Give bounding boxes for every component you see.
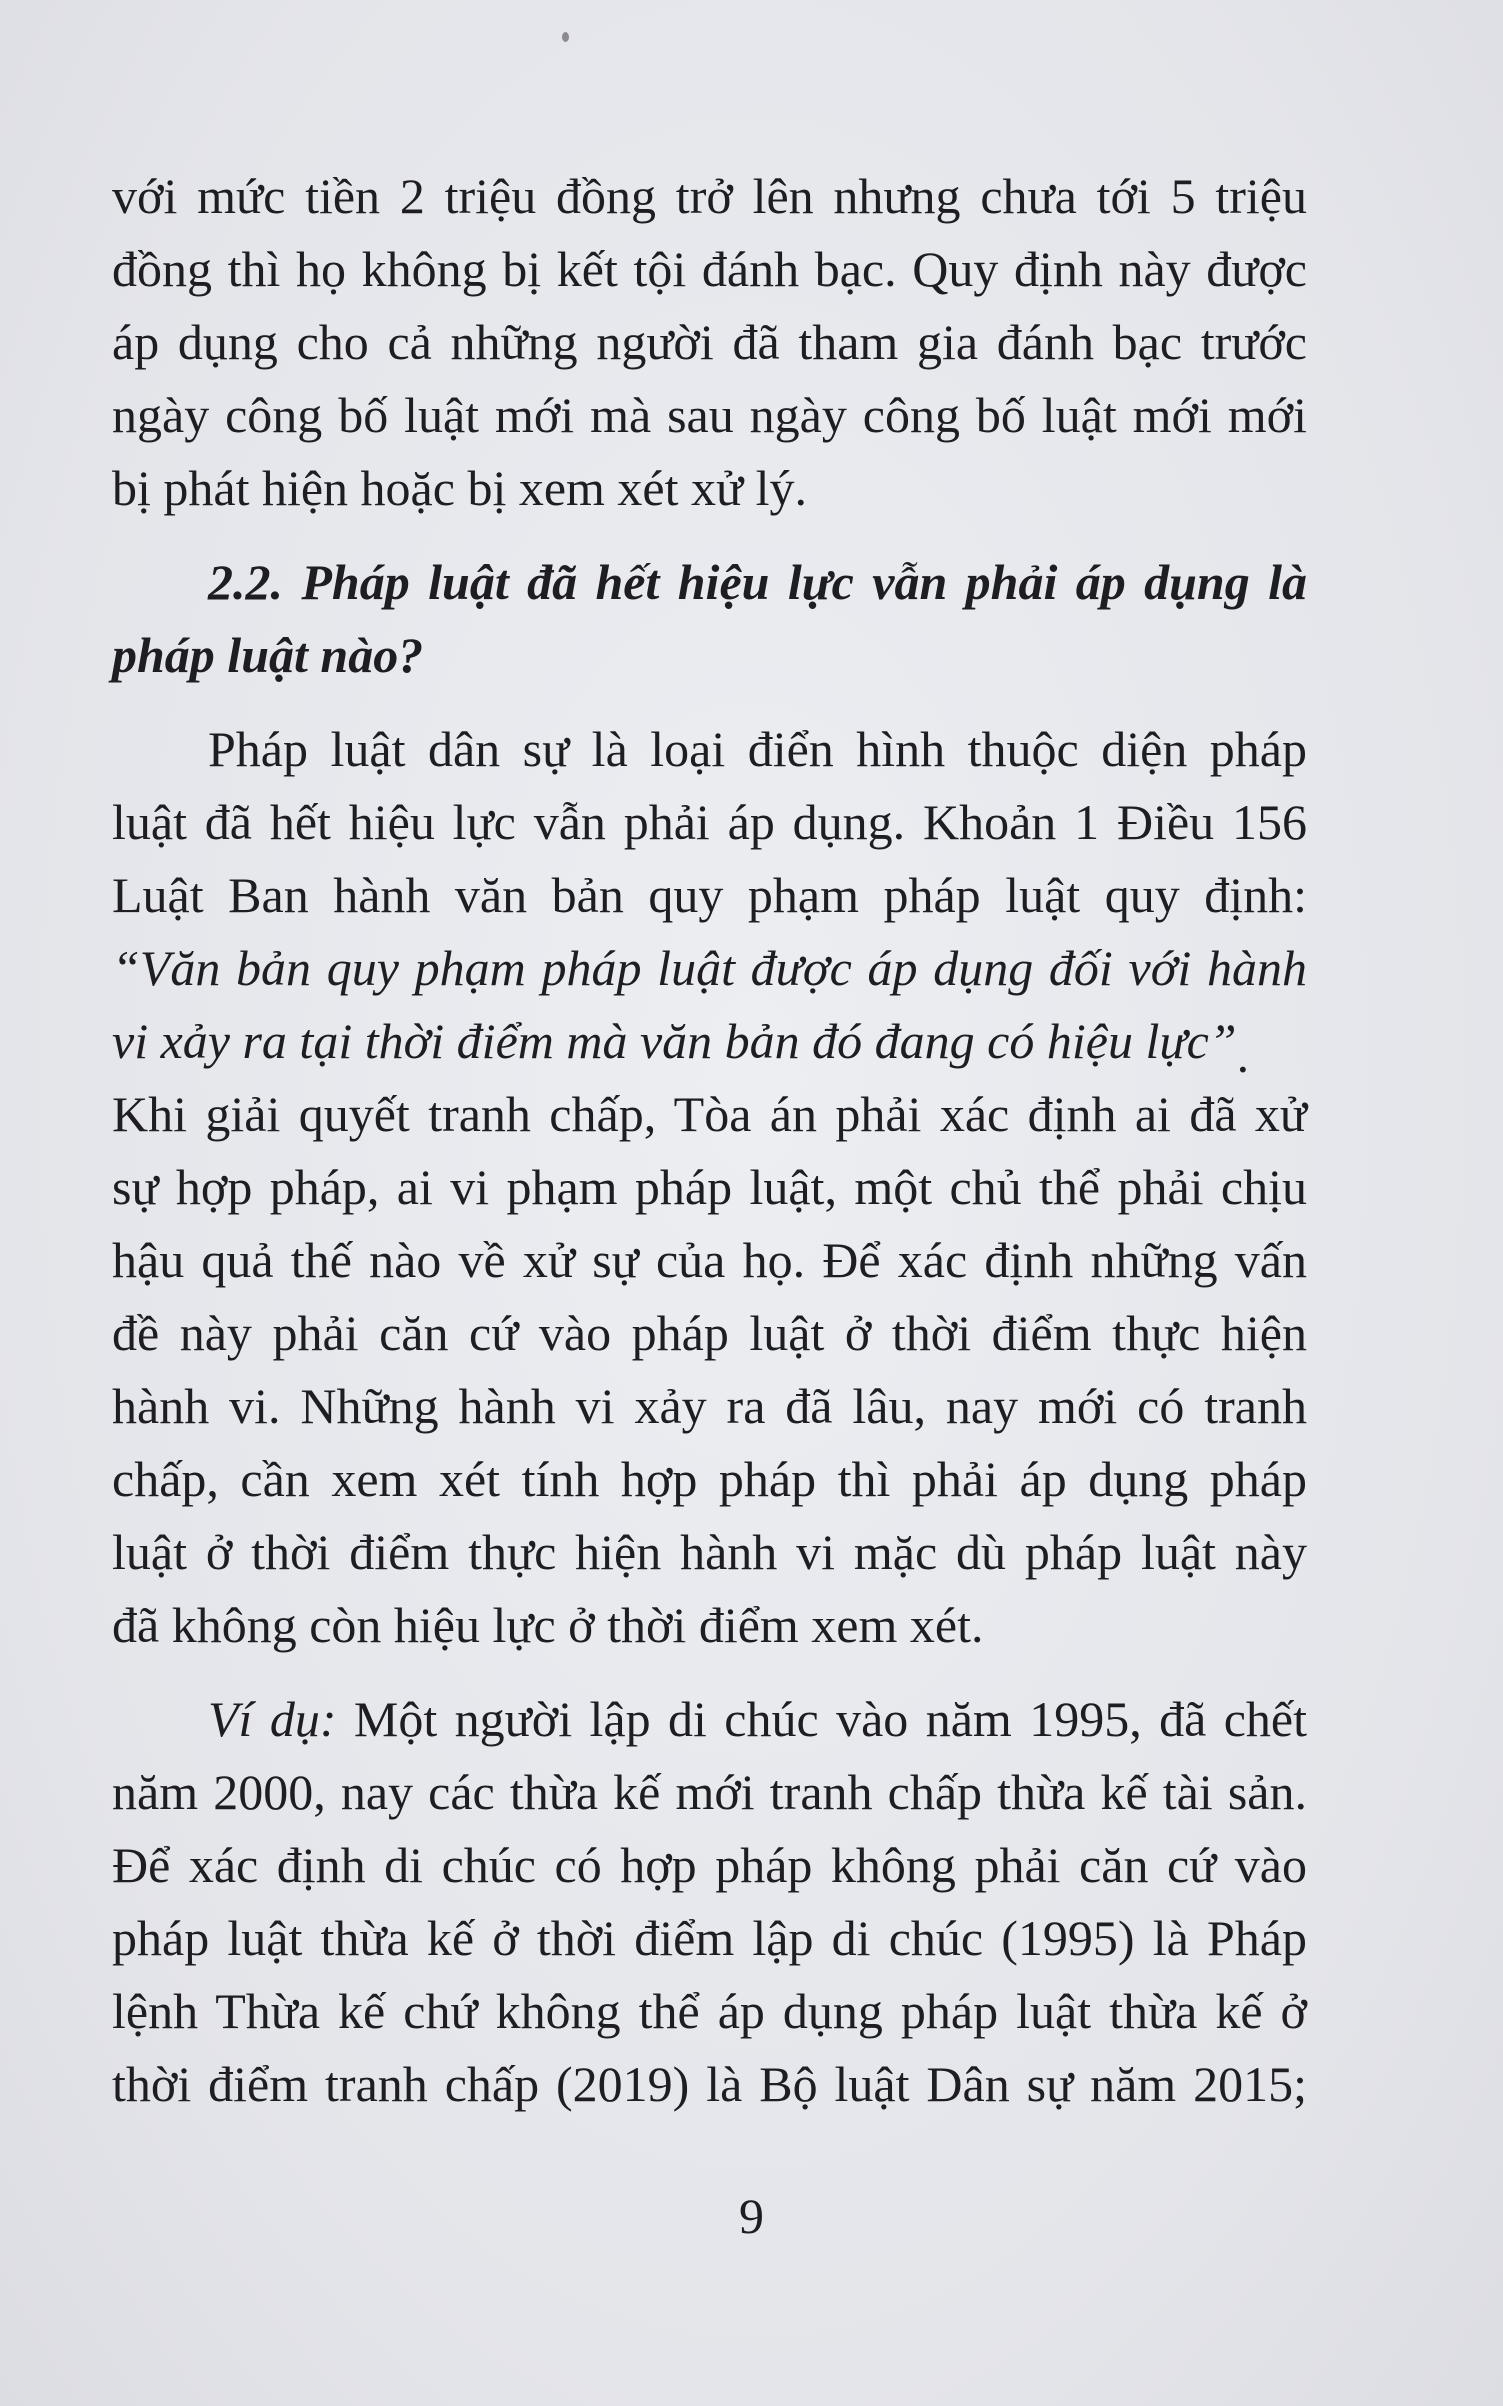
- text-line: Khi giải quyết tranh chấp, Tòa án phải xác định ai đã xử: [112, 1086, 1307, 1142]
- text-line: luật ở thời điểm thực hiện hành vi mặc dù pháp luật này: [112, 1524, 1307, 1580]
- page-body-text: [112, 160, 1307, 2121]
- example-text: Một người lập di chúc vào năm 1995, đã chết: [336, 1691, 1307, 1747]
- text-line: hành vi. Những hành vi xảy ra đã lâu, nay mới có tranh: [112, 1378, 1307, 1434]
- text-line: sự hợp pháp, ai vi phạm pháp luật, một chủ thể phải chịu: [112, 1159, 1307, 1215]
- text-line: năm 2000, nay các thừa kế mới tranh chấp thừa kế tài sản.: [112, 1764, 1307, 1820]
- section-heading: 2.2. Pháp luật đã hết hiệu lực vẫn phải áp dụng là: [208, 554, 1307, 610]
- text-line: đồng thì họ không bị kết tội đánh bạc. Quy định này được: [112, 241, 1307, 297]
- quoted-text: “Văn bản quy phạm pháp luật được áp dụng đối với hành: [112, 940, 1307, 996]
- text-line: Pháp luật dân sự là loại điển hình thuộc diện pháp: [208, 721, 1307, 777]
- text-line: ngày công bố luật mới mà sau ngày công bố luật mới mới: [112, 387, 1307, 443]
- ink-speck: [562, 32, 569, 42]
- text-line: bị phát hiện hoặc bị xem xét xử lý.: [112, 460, 807, 516]
- text-line: áp dụng cho cả những người đã tham gia đánh bạc trước: [112, 314, 1307, 370]
- text-line: hậu quả thế nào về xử sự của họ. Để xác định những vấn: [112, 1232, 1307, 1288]
- text-line: luật đã hết hiệu lực vẫn phải áp dụng. Khoản 1 Điều 156: [112, 794, 1307, 850]
- quoted-text-line: vi xảy ra tại thời điểm mà văn bản đó đang có hiệu lực”: [112, 1013, 1237, 1069]
- text-line: pháp luật thừa kế ở thời điểm lập di chúc (1995) là Pháp: [112, 1910, 1307, 1966]
- text-line: [112, 1683, 1307, 1756]
- quoted-text: [112, 1005, 1307, 1083]
- text-line: đã không còn hiệu lực ở thời điểm xem xét.: [112, 1597, 984, 1653]
- text-line: lệnh Thừa kế chứ không thể áp dụng pháp luật thừa kế ở: [112, 1983, 1307, 2039]
- example-label: Ví dụ:: [208, 1691, 337, 1747]
- text-line: đề này phải căn cứ vào pháp luật ở thời điểm thực hiện: [112, 1305, 1307, 1361]
- text-line: Để xác định di chúc có hợp pháp không phải căn cứ vào: [112, 1837, 1307, 1893]
- text-line: thời điểm tranh chấp (2019) là Bộ luật Dân sự năm 2015;: [112, 2056, 1307, 2112]
- text-line: Luật Ban hành văn bản quy phạm pháp luật quy định:: [112, 867, 1307, 923]
- text-line: chấp, cần xem xét tính hợp pháp thì phải áp dụng pháp: [112, 1451, 1307, 1507]
- page-number: 9: [739, 2188, 764, 2244]
- section-heading: pháp luật nào?: [112, 627, 424, 683]
- period: .: [1236, 1027, 1250, 1083]
- text-line: với mức tiền 2 triệu đồng trở lên nhưng chưa tới 5 triệu: [112, 168, 1307, 224]
